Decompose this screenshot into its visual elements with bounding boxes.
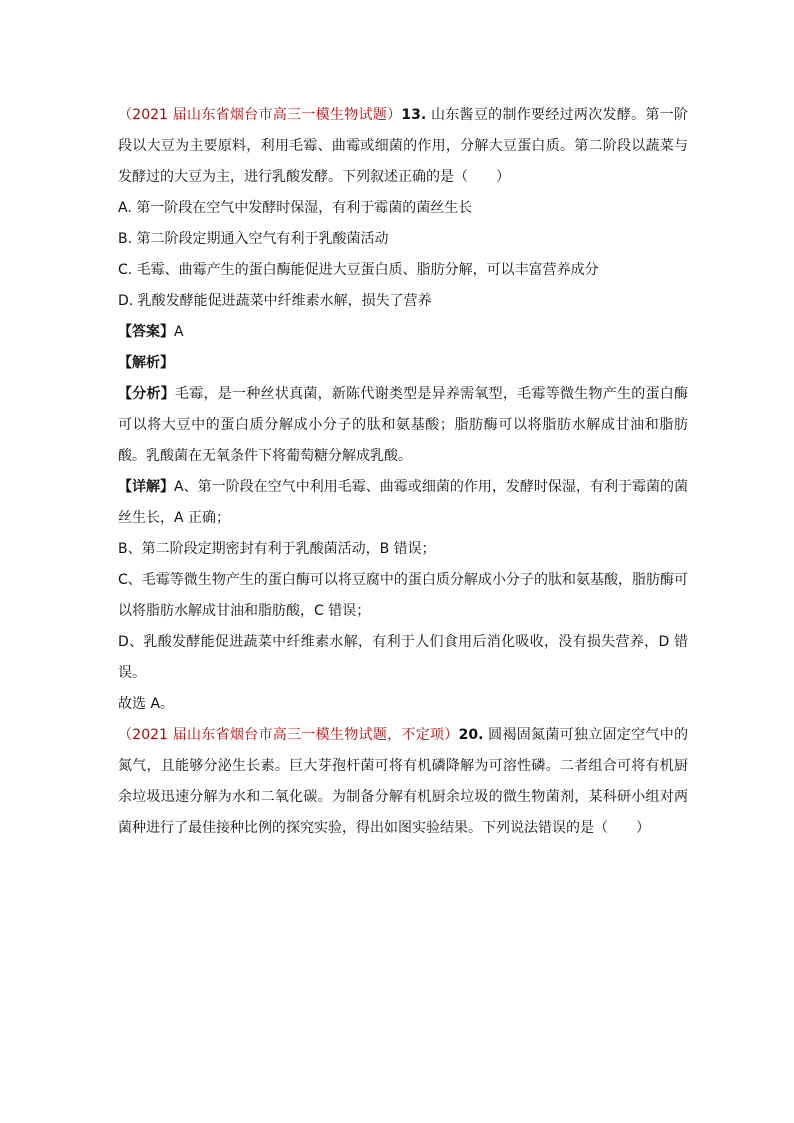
analysis-label: 【解析】 xyxy=(118,355,174,371)
question-13-option-b: B. 第二阶段定期通入空气有利于乳酸菌活动 xyxy=(118,231,389,247)
xiangjie-paragraph-a xyxy=(118,472,688,534)
question-20-number: 20. xyxy=(458,727,484,743)
question-13-source: （2021 届山东省烟台市高三一模生物试题） xyxy=(118,107,402,123)
answer-label: 【答案】 xyxy=(118,324,174,340)
conclusion: 故选 A。 xyxy=(118,696,175,712)
xiangjie-text-a: A、第一阶段在空气中利用毛霉、曲霉或细菌的作用，发酵时保湿，有利于霉菌的菌丝生长，A 正确； xyxy=(118,479,689,526)
question-20-text: 圆褐固氮菌可独立固定空气中的氮气，且能够分泌生长素。巨大芽孢杆菌可将有机磷降解为可溶性磷。二者组合可将有机厨余垃圾迅速分解为水和二氧化碳。为制备分解有机厨余垃圾的微生物菌剂，某科研小组对两菌种进行了最佳接种比例的探究实验，得出如图实验结果。下列说法错误的是（ ） xyxy=(118,727,689,836)
question-13-option-d: D. 乳酸发酵能促进蔬菜中纤维素水解，损失了营养 xyxy=(118,293,432,309)
question-13-option-c: C. 毛霉、曲霉产生的蛋白酶能促进大豆蛋白质、脂肪分解，可以丰富营养成分 xyxy=(118,262,599,278)
fenxi-text: 毛霉，是一种丝状真菌，新陈代谢类型是异养需氧型，毛霉等微生物产生的蛋白酶可以将大豆中的蛋白质分解成小分子的肽和氨基酸；脂肪酶可以将脂肪水解成甘油和脂肪酸。乳酸菌在无氧条件下将葡萄糖分解成乳酸。 xyxy=(118,386,689,464)
xiangjie-label: 【详解】 xyxy=(118,479,175,495)
question-20-source: （2021 届山东省烟台市高三一模生物试题，不定项） xyxy=(118,727,459,743)
question-13-option-a: A. 第一阶段在空气中发酵时保湿，有利于霉菌的菌丝生长 xyxy=(118,200,473,216)
question-13-stem xyxy=(118,100,688,193)
document-content xyxy=(118,100,688,844)
xiangjie-paragraph-d: D、乳酸发酵能促进蔬菜中纤维素水解，有利于人们食用后消化吸收，没有损失营养，D 错误。 xyxy=(118,634,688,681)
answer-value: A xyxy=(174,324,184,340)
fenxi-paragraph xyxy=(118,379,688,472)
xiangjie-paragraph-b: B、第二阶段定期密封有利于乳酸菌活动，B 错误； xyxy=(118,541,436,557)
question-20-stem xyxy=(118,720,688,844)
answer-line xyxy=(118,317,688,348)
xiangjie-paragraph-c: C、毛霉等微生物产生的蛋白酶可以将豆腐中的蛋白质分解成小分子的肽和氨基酸，脂肪酶可以将脂肪水解成甘油和脂肪酸，C 错误； xyxy=(118,572,688,619)
question-13-text: 山东酱豆的制作要经过两次发酵。第一阶段以大豆为主要原料，利用毛霉、曲霉或细菌的作用，分解大豆蛋白质。第二阶段以蔬菜与发酵过的大豆为主，进行乳酸发酵。下列叙述正确的是（ ） xyxy=(118,107,688,185)
question-13-number: 13. xyxy=(401,107,427,123)
analysis-heading xyxy=(118,348,688,379)
fenxi-label: 【分析】 xyxy=(118,386,176,402)
